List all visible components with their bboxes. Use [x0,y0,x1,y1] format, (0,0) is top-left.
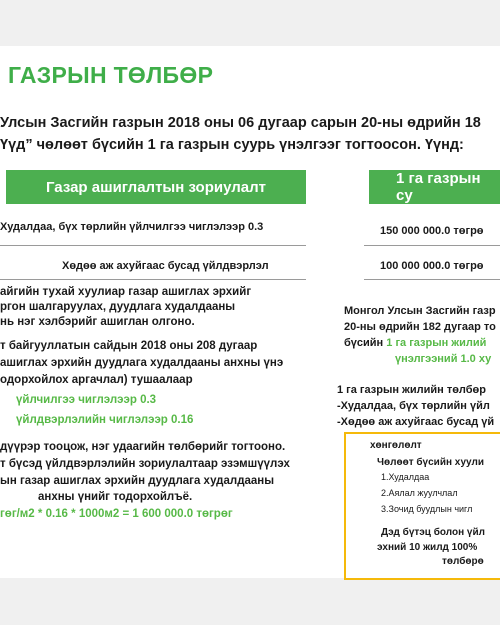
table-row-purpose-2: Хөдөө аж ахуйгаас бусад үйлдвэрлэл [62,260,269,272]
right-note-line-4: үнэлгээний 1.0 ху [395,353,492,365]
page-title: ГАЗРЫН ТӨЛБӨР [8,62,214,88]
calc-line-1: дүүрэр тооцож, нэг удаагийн төлбөрийг тогтооно. [0,441,286,453]
table-row-value-1: 150 000 000.0 төгрө [380,225,484,237]
incentive-item-1: 1.Худалдаа [381,472,430,482]
table-header-land-value [369,170,500,204]
table-row-value-2: 100 000 000.0 төгрө [380,260,484,272]
calc-formula: гөг/м2 * 0.16 * 1000м2 = 1 600 000.0 төгрөг [0,508,233,520]
bottom-band [0,578,500,625]
annual-fee-line-2: -Худалдаа, бүх төрлийн үйл [337,400,490,412]
intro-line-2: Үүд” чөлөөт бүсийн 1 га газрын суурь үнэлгээг тогтоосон. Үүнд: [0,137,464,153]
incentive-subheading: Чөлөөт бүсийн хуули [377,457,484,468]
law-line-3: нь нэг хэлбэрийг ашиглан олгоно. [0,316,195,328]
right-note-line-1: Монгол Улсын Засгийн газр [344,305,496,317]
right-note-line-3-highlight: 1 га газрын жилий [386,337,487,349]
land-value-header-label: 1 га газрын су [396,170,481,204]
table-row-purpose-1: Худалдаа, бүх төрлийн үйлчилгээ чиглэлээр 0.3 [0,221,264,233]
right-note-line-2: 20-ны өдрийн 182 дугаар то [344,321,496,333]
calc-line-2: т бүсэд үйлдвэрлэлийн зориулалтаар эзэмшүүлэх [0,458,290,470]
incentive-item-3: 3.Зочид буудлын чигл [381,504,473,514]
annual-fee-line-1: 1 га газрын жилийн төлбөр [337,384,486,396]
calc-line-4: анхны үнийг тодорхойлъё. [38,491,193,503]
incentive-footer-1: Дэд бүтэц болон үйл [381,527,485,538]
coefficient-manufacturing: үйлдвэрлэлийн чиглэлээр 0.16 [16,414,194,426]
law-line-1: айгийн тухай хуулиар газар ашиглах эрхийг [0,286,252,298]
resolution-line-2: ашиглах эрхийн дуудлага худалдааны анхны үнэ [0,357,284,369]
top-band [0,0,500,46]
annual-fee-line-3: -Хөдөө аж ахуйгаас бусад үй [337,416,495,428]
row-divider-left-2 [0,279,306,280]
coefficient-service: үйлчилгээ чиглэлээр 0.3 [16,394,157,406]
incentive-footer-2: эхний 10 жилд 100% [377,542,478,553]
right-note-line-3 [344,337,486,349]
table-header-purpose [6,170,306,204]
row-divider-right-2 [364,279,500,280]
right-note-line-3-text: бүсийн [344,337,387,349]
purpose-header-label: Газар ашиглалтын зориулалт [45,178,266,196]
resolution-line-1: т байгууллатын сайдын 2018 оны 208 дугаар [0,340,258,352]
resolution-line-3: одорхойлох аргачлал) тушаалаар [0,374,193,386]
calc-line-3: ын газар ашиглах эрхийн дуудлага худалдааны [0,475,275,487]
row-divider-left-1 [0,245,306,246]
incentive-footer-3: төлбөрө [442,556,484,567]
incentive-heading: хөнгөлөлт [370,440,422,451]
incentive-item-2: 2.Аялал жуулчлал [381,488,458,498]
law-line-2: ргон шалгаруулах, дуудлага худалдааны [0,301,236,313]
intro-line-1: Улсын Засгийн газрын 2018 оны 06 дугаар сарын 20-ны өдрийн 18 [0,115,481,131]
row-divider-right-1 [364,245,500,246]
